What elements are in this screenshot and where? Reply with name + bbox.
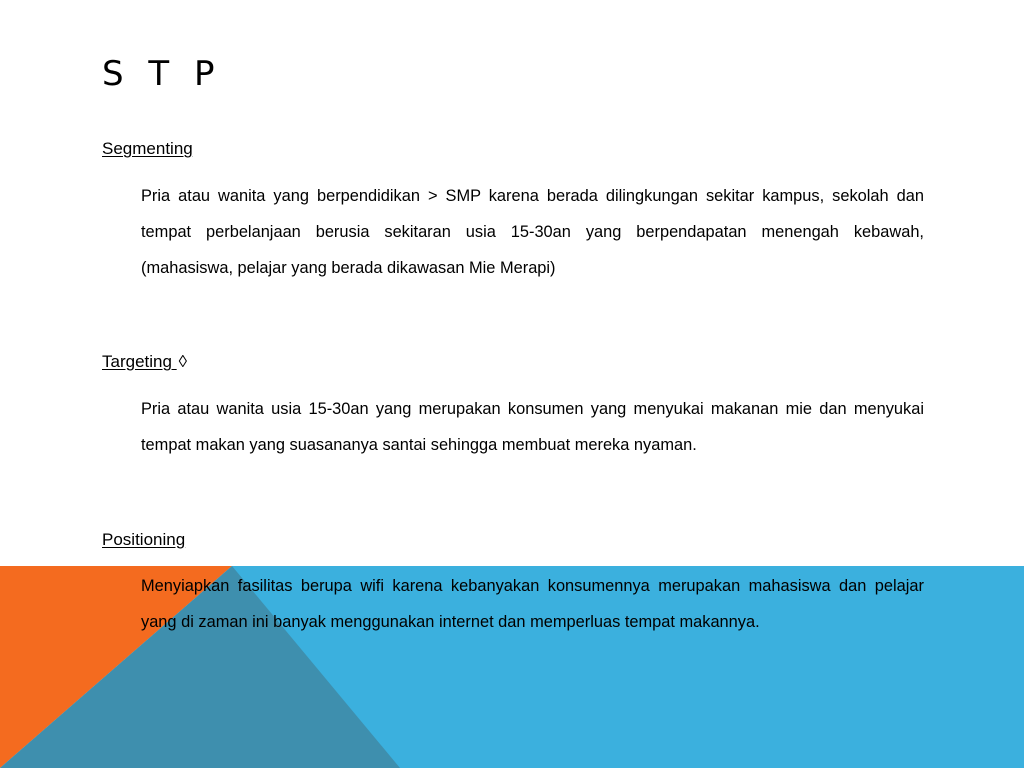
segmenting-text: Pria atau wanita yang berpendidikan > SMP karena berada dilingkungan sekitar kampus, sekolah dan tempat perbelanjaan berusia sekitaran usia 15-30an yang berpendapatan menengah kebawah, (mahasiswa, pelajar yang berada dikawasan Mie Merapi) xyxy=(141,187,924,277)
targeting-heading-label: Targeting xyxy=(102,352,177,371)
positioning-heading: Positioning xyxy=(102,530,186,549)
diamond-icon: ◊ xyxy=(178,352,188,371)
segmenting-heading: Segmenting xyxy=(102,139,193,158)
slide-title: S T P xyxy=(102,54,222,94)
targeting-heading xyxy=(102,350,187,374)
targeting-text: Pria atau wanita usia 15-30an yang merupakan konsumen yang menyukai makanan mie dan menyukai tempat makan yang suasananya santai sehingga membuat mereka nyaman. xyxy=(141,400,924,454)
positioning-text: Menyiapkan fasilitas berupa wifi karena kebanyakan konsumennya merupakan mahasiswa dan pelajar yang di zaman ini banyak menggunakan internet dan memperluas tempat makannya. xyxy=(141,577,924,631)
